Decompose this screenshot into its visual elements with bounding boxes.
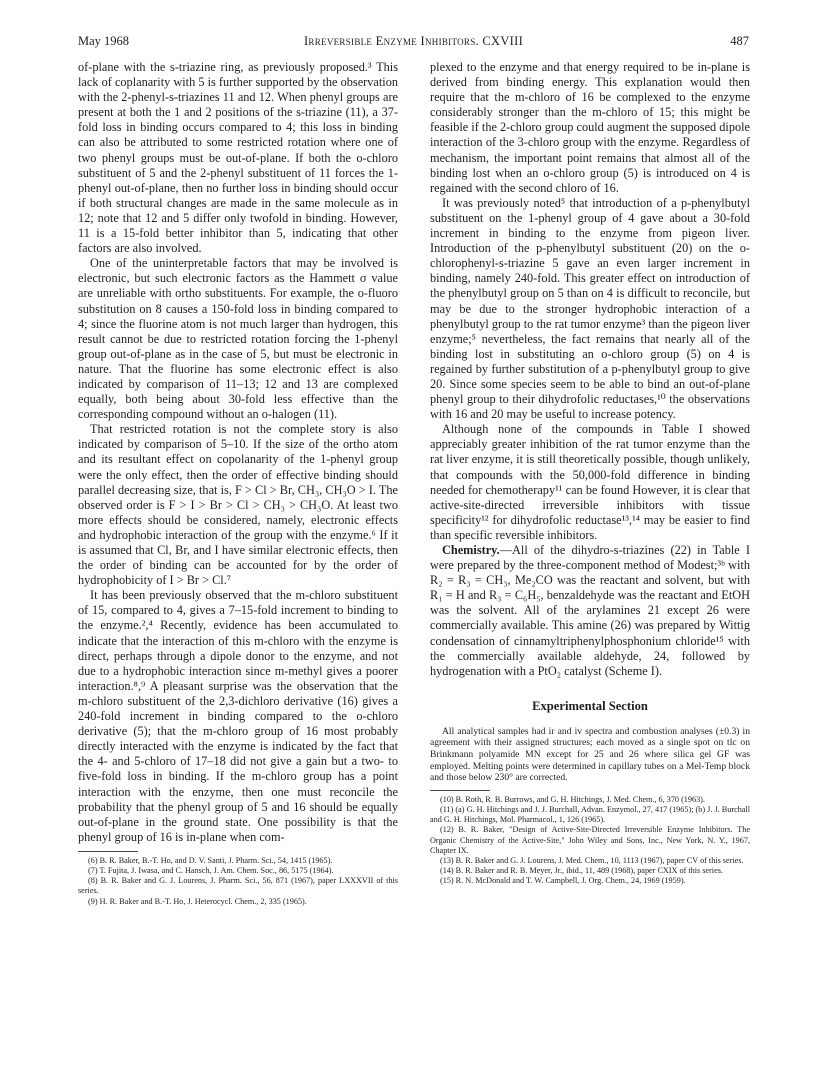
paragraph: That restricted rotation is not the complete story is also indicated by comparison of 5–10. If the size of the ortho atom and its resultant effect on copolanarity of the 1-phenyl group were the only effect, then the order of effective binding should parallel decreasing size, that is, F > Cl > Br, CH₃, CH₃O > I. The observed order is F > I > Br > Cl > CH₃ > CH₃O. At least two more effects should be considered, namely, electronic effects and hydrophobic interaction of the group with the enzyme.⁶ If it is assumed that Cl, Br, and I have similar electronic effects, then the order of binding can be accounted for by the order of hydrophobicity of I > Br > Cl.⁷ xyxy=(78,422,398,588)
header-title: Irreversible Enzyme Inhibitors. CXVIII xyxy=(303,34,524,48)
footnote: (11) (a) G. H. Hitchings and J. J. Burchall, Advan. Enzymol., 27, 417 (1965); (b) J. J. Burchall and G. H. Hitchings, Mol. Pharmacol., 1, 126 (1965). xyxy=(430,805,750,825)
paragraph: It was previously noted⁵ that introduction of a p-phenylbutyl substituent on the 1-phenyl group of 4 gave about a 30-fold increment in binding to the enzyme from pigeon liver. Introduction of the p-phenylbutyl substituent (20) on the o-chlorophenyl-s-triazine 5 gave an even larger increment in binding, namely 240-fold. This greater effect on introduction of the phenylbutyl group on 5 than on 4 is difficult to reconcile, but may be due to the stronger hydrophobic interaction of a phenylbutyl group to the rat tumor enzyme³ than the pigeon liver enzyme;⁵ nevertheless, the fact remains that nearly all of the binding lost in substituting an o-chloro group (5) on 4 is regained by further substitution of a p-phenylbutyl group to give 20. Since some species seem to be able to bind an out-of-plane phenyl group to their dihydrofolic reductases,¹⁰ the observations with 16 and 20 may be useful to increase potency. xyxy=(430,195,750,422)
footnote: (14) B. R. Baker and R. B. Meyer, Jr., ibid., 11, 489 (1968), paper CXIX of this series. xyxy=(440,866,723,876)
footnote: (10) B. Roth, R. B. Burrows, and G. H. Hitchings, J. Med. Chem., 6, 370 (1963). xyxy=(440,794,705,804)
footnote: (9) H. R. Baker and B.-T. Ho, J. Heterocycl. Chem., 2, 335 (1965). xyxy=(88,896,307,906)
footnote: (15) R. N. McDonald and T. W. Campbell, J. Org. Chem., 24, 1969 (1959). xyxy=(440,876,686,886)
right-body xyxy=(430,60,750,679)
header-date: May 1968 xyxy=(78,34,130,48)
footnote-divider xyxy=(430,790,490,791)
paragraph: plexed to the enzyme and that energy required to be in-plane is derived from binding energy. This explanation would then require that the m-chloro of 16 be complexed to the enzyme considerably stronger than the m-chloro of 15; this might be feasible if the 2-chloro group could augment the supposed dipole interaction of the 3-chloro group with the enzyme. Regardless of mechanism, the important point remains that almost all of the binding lost when an o-chloro group (5) is introduced on 4 is regained with the second chloro of 16. xyxy=(430,60,750,195)
paragraph: Although none of the compounds in Table I showed appreciably greater inhibition of the rat tumor enzyme than the rat liver enzyme, it is still theoretically possible, though unlikely, that compounds with the 50,000-fold difference in binding needed for chemotherapy¹¹ can be found However, it is clear that active-site-directed irreversible inhibitors with tissue specificity¹² for dihydrofolic reductase¹³,¹⁴ may be easier to find than specific reversible inhibitors. xyxy=(430,422,750,542)
paragraph: of-plane with the s-triazine ring, as previously proposed.³ This lack of coplanarity with 5 is further supported by the observation with the 2-phenyl-s-triazines 11 and 12. When phenyl groups are present at both the 1 and 2 positions of the s-triazine (11), a 37-fold loss in binding occurs compared to 4; this loss in binding can also be attributed to some restricted rotation where one of two phenyl groups must be out-of-plane. If both the o-chloro substituent of 5 and the 2-phenyl substituent of 11 forces the 1-phenyl out-of-plane, then no further loss in binding should occur if both structural changes are made in the same molecule as in 12; note that 12 and 5 differ only twofold in binding. However, 11 is a 15-fold better inhibitor than 5, indicating that other factors are also involved. xyxy=(78,60,398,256)
footnote: (7) T. Fujita, J. Iwasa, and C. Hansch, J. Am. Chem. Soc., 86, 5175 (1964). xyxy=(88,866,334,876)
footnote: (12) B. R. Baker, "Design of Active-Site-Directed Irreversible Enzyme Inhibitors. The Organic Chemistry of the Active-Site," John Wiley and Sons, Inc., New York, N. Y., 1967, Chapter IX. xyxy=(430,825,750,855)
page-number: 487 xyxy=(730,34,749,48)
chemistry-paragraph xyxy=(430,543,750,679)
chemistry-text: —All of the dihydro-s-triazines (22) in Table I were prepared by the three-component method of Modest;³ᵇ with R₂ = R₃ = CH₃, Me₂CO was the reactant and solvent, but with R₁ = H and R₃ = C₆H₅, benzaldehyde was the reactant and EtOH was the solvent. All of the arylamines 21 except 26 were commercially available. This amine (26) was prepared by Wittig condensation of cinnamyltriphenylphosphonium chloride¹⁵ with the commercially available aldehyde, 24, followed by hydrogenation with a PtO₂ catalyst (Scheme I). xyxy=(430,543,750,678)
footnote: (8) B. R. Baker and G. J. Lourens, J. Pharm. Sci., 56, 871 (1967), paper LXXXVII of this series. xyxy=(78,876,398,896)
paragraph: One of the uninterpretable factors that may be involved is electronic, but such electronic factors as the Hammett σ value are unreliable with ortho substituents. For example, the o-fluoro substitution on 8 causes a 150-fold loss in binding compared to 4; since the fluorine atom is not much larger than hydrogen, this result cannot be due to restricted rotation forcing the 1-phenyl group out-of-plane as in the case of 5, but must be electronic in nature. That the fluorine has some electronic effect is also indicated by comparison of 11–13; 12 and 13 are complexed equally, both being about 30-fold less effective than the corresponding compound without an o-halogen (11). xyxy=(78,256,398,422)
running-header xyxy=(78,33,749,49)
experimental-section-title: Experimental Section xyxy=(532,698,648,713)
footnote: (13) B. R. Baker and G. J. Lourens, J. Med. Chem., 10, 1113 (1967), paper CV of this series. xyxy=(440,856,744,866)
footnote-divider xyxy=(78,851,138,852)
paragraph: It has been previously observed that the m-chloro substituent of 15, compared to 4, gives a 7–15-fold increment to binding to the enzyme.²,⁴ Recently, evidence has been accumulated to indicate that the interaction of this m-chloro with the enzyme is direct, perhaps through a dipole donor to the enzyme, and not due to a hydrophobic interaction since m-methyl gives a poorer interaction.⁸,⁹ A pleasant surprise was the observation that the m-chloro substituent of the 2,3-dichloro derivative (16) gives a 240-fold increment in binding compared to the o-chloro derivative (5); that the m-chloro group of 16 most probably directly interacted with the enzyme is indicated by the fact that the 4- and 5-chloro of 17–18 did not give a gain but a two- to five-fold loss in binding. If the m-chloro group has a point interaction with the enzyme, then one must reconcile the probability that the phenyl group of 5 and 16 should be equally out-of-plane in the ground state. One possibility is that the phenyl group of 16 is in-plane when com- xyxy=(78,588,398,844)
left-footnotes xyxy=(78,856,398,907)
experimental-paragraph: All analytical samples had ir and iv spectra and combustion analyses (±0.3) in agreement with their assigned structures; each moved as a single spot on tlc on Brinkmann polyamide MN except for 25 and 26 where silica gel GF was employed. Melting points were determined in capillary tubes on a Mel-Temp block and those below 230° are corrected. xyxy=(430,725,750,784)
right-footnotes xyxy=(430,795,750,887)
left-column xyxy=(78,60,398,907)
chemistry-heading: Chemistry. xyxy=(442,543,500,557)
footnote: (6) B. R. Baker, B.-T. Ho, and D. V. Santi, J. Pharm. Sci., 54, 1415 (1965). xyxy=(88,855,333,865)
left-body xyxy=(78,60,398,845)
right-column xyxy=(430,60,750,887)
experimental-body xyxy=(430,726,750,784)
